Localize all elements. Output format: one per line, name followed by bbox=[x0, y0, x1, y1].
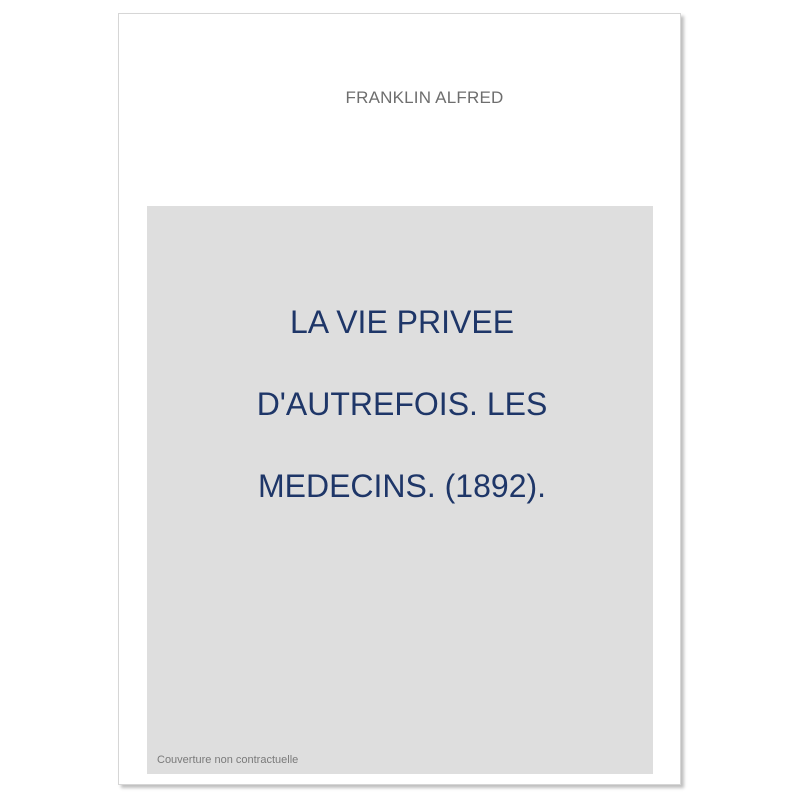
book-title bbox=[147, 261, 653, 548]
cover-panel bbox=[147, 206, 653, 774]
cover-disclaimer: Couverture non contractuelle bbox=[157, 754, 299, 766]
title-line-1: LA VIE PRIVEE bbox=[289, 304, 515, 340]
book-cover bbox=[118, 13, 681, 785]
author-name: FRANKLIN ALFRED bbox=[345, 88, 504, 107]
title-line-2: D'AUTREFOIS. LES bbox=[256, 386, 548, 422]
title-line-3: MEDECINS. (1892). bbox=[257, 468, 547, 504]
